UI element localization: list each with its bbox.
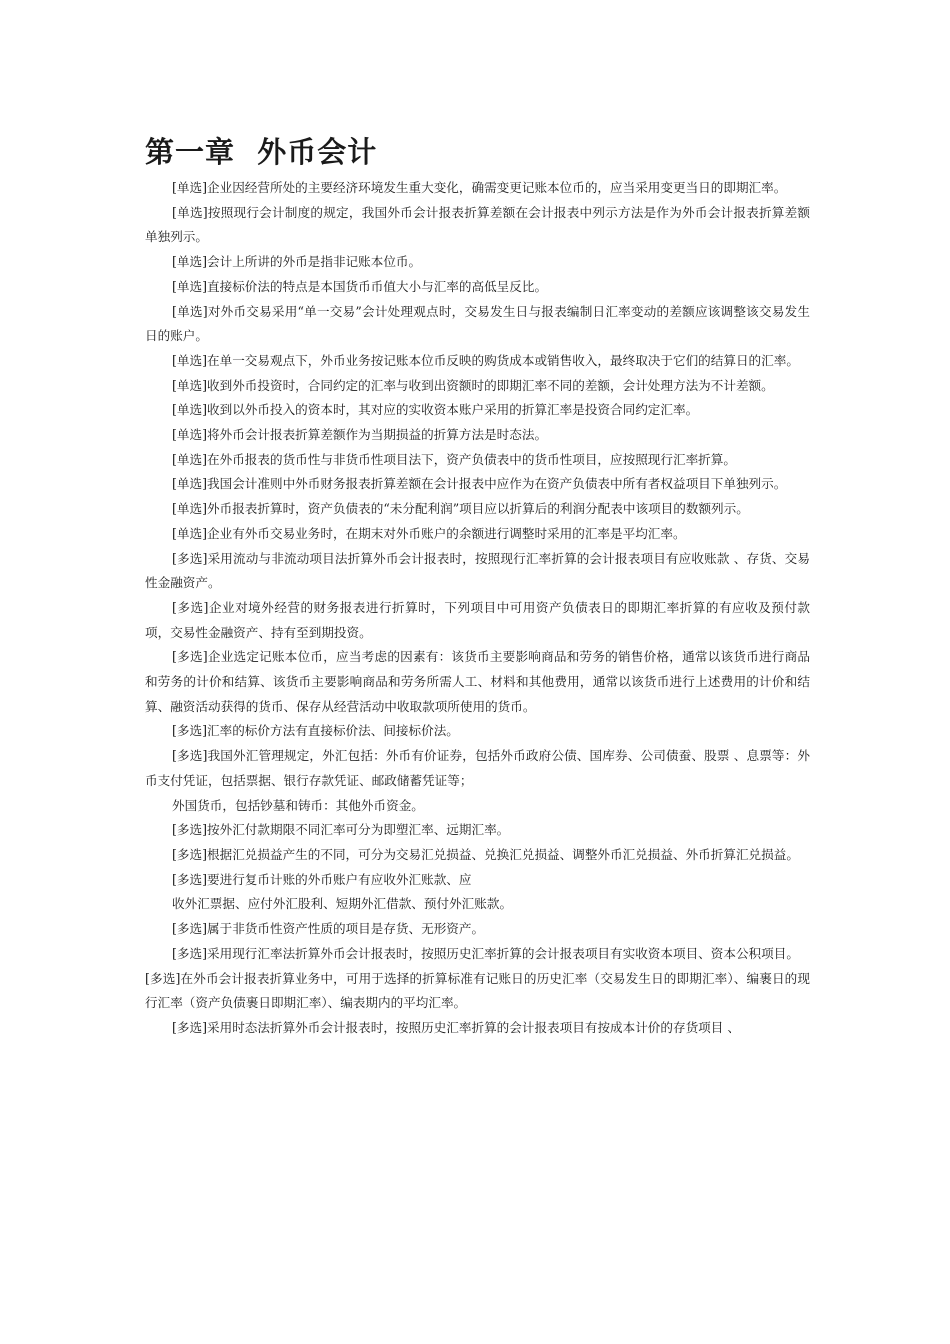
paragraph: [单选]收到外币投资时，合同约定的汇率与收到出资额时的即期汇率不同的差额，会计处理方法为不计差额。 — [172, 377, 774, 393]
paragraph: [多选]采用流动与非流动项目法折算外币会计报表时，按照现行汇率折算的会计报表项目有应收账款 、存货、交易性金融资产。 — [145, 550, 810, 591]
paragraph: [单选]按照现行会计制度的规定，我国外币会计报表折算差额在会计报表中列示方法是作为外币会计报表折算差额单独列示。 — [145, 204, 810, 245]
paragraph: [单选]收到以外币投入的资本时，其对应的实收资本账户采用的折算汇率是投资合同约定汇率。 — [172, 402, 699, 418]
paragraph: [多选]属于非货币性资产性质的项目是存货、无形资产。 — [172, 921, 485, 937]
paragraph: 收外汇票据、应付外汇股利、短期外汇借款、预付外汇账款。 — [172, 896, 513, 912]
paragraph: [单选]企业有外币交易业务时，在期末对外币账户的余额进行调整时采用的汇率是平均汇率。 — [172, 525, 686, 541]
paragraph: [单选]在单一交易观点下，外币业务按记账本位币反映的购货成本或销售收入，最终取决于它们的结算日的汇率。 — [172, 352, 799, 368]
paragraph: [多选]根据汇兑损益产生的不同，可分为交易汇兑损益、兑换汇兑损益、调整外币汇兑损益、外币折算汇兑损益。 — [172, 846, 799, 862]
paragraph-list — [145, 176, 810, 1041]
paragraph: [多选]企业对境外经营的财务报表进行折算时，下列项目中可用资产负债表日的即期汇率折算的有应收及预付款项，交易性金融资产、持有至到期投资。 — [145, 599, 810, 640]
paragraph: [单选]对外币交易采用“单一交易”会计处理观点时，交易发生日与报表编制日汇率变动的差额应该调整该交易发生日的账户。 — [145, 303, 810, 344]
paragraph: [单选]将外币会计报表折算差额作为当期损益的折算方法是时态法。 — [172, 427, 548, 443]
paragraph: [多选]采用时态法折算外币会计报表时，按照历史汇率折算的会计报表项目有按成本计价的存货项目 、 — [172, 1019, 740, 1035]
paragraph: [单选]外币报表折算时，资产负债表的“未分配利润”项目应以折算后的利润分配表中该项目的数额列示。 — [172, 501, 749, 517]
paragraph: [多选]企业选定记账本位币，应当考虑的因素有：该货币主要影响商品和劳务的销售价格，通常以该货币进行商品和劳务的计价和结算、该货币主要影响商品和劳务所需人工、材料和其他费用，通常以该货币进行上述费用的计价和结算、融资活动获得的货币、保存从经营活动中收取款项所使用的货币。 — [145, 649, 810, 714]
paragraph: [单选]直接标价法的特点是本国货币币值大小与汇率的高低呈反比。 — [172, 278, 548, 294]
paragraph: 外国货币，包括钞墓和铸币：其他外币资金。 — [172, 797, 424, 813]
paragraph: [单选]会计上所讲的外币是指非记账本位币。 — [172, 254, 422, 270]
document-page — [145, 134, 810, 1041]
paragraph: [多选]按外汇付款期限不同汇率可分为即塑汇率、远期汇率。 — [172, 822, 510, 838]
paragraph: [多选]汇率的标价方法有直接标价法、间接标价法。 — [172, 723, 459, 739]
paragraph: [单选]企业因经营所处的主要经济环境发生重大变化，确需变更记账本位币的，应当采用变更当日的即期汇率。 — [172, 180, 787, 195]
paragraph: [多选]采用现行汇率法折算外币会计报表时，按照历史汇率折算的会计报表项目有实收资本项目、资本公积项目。 — [172, 945, 799, 961]
paragraph: [多选]在外币会计报表折算业务中，可用于选择的折算标准有记账日的历史汇率（交易发生日的即期汇率）、编裹日的现行汇率（资产负债裹日即期汇率）、编表期内的平均汇率。 — [145, 970, 810, 1011]
chapter-title: 第一章 外币会计 — [145, 135, 378, 169]
paragraph: [多选]要进行复币计账的外币账户有应收外汇账款、应 — [172, 871, 472, 887]
paragraph: [单选]在外币报表的货币性与非货币性项目法下，资产负债表中的货币性项目，应按照现行汇率折算。 — [172, 451, 736, 467]
paragraph: [单选]我国会计准则中外币财务报表折算差额在会计报表中应作为在资产负债表中所有者权益项目下单独列示。 — [172, 476, 787, 492]
paragraph: [多选]我国外汇管理规定，外汇包括：外币有价证券，包括外币政府公债、国库券、公司债蚕、股票 、息票等：外币支付凭证，包括票据、银行存款凭证、邮政储蓄凭证等； — [145, 748, 810, 788]
